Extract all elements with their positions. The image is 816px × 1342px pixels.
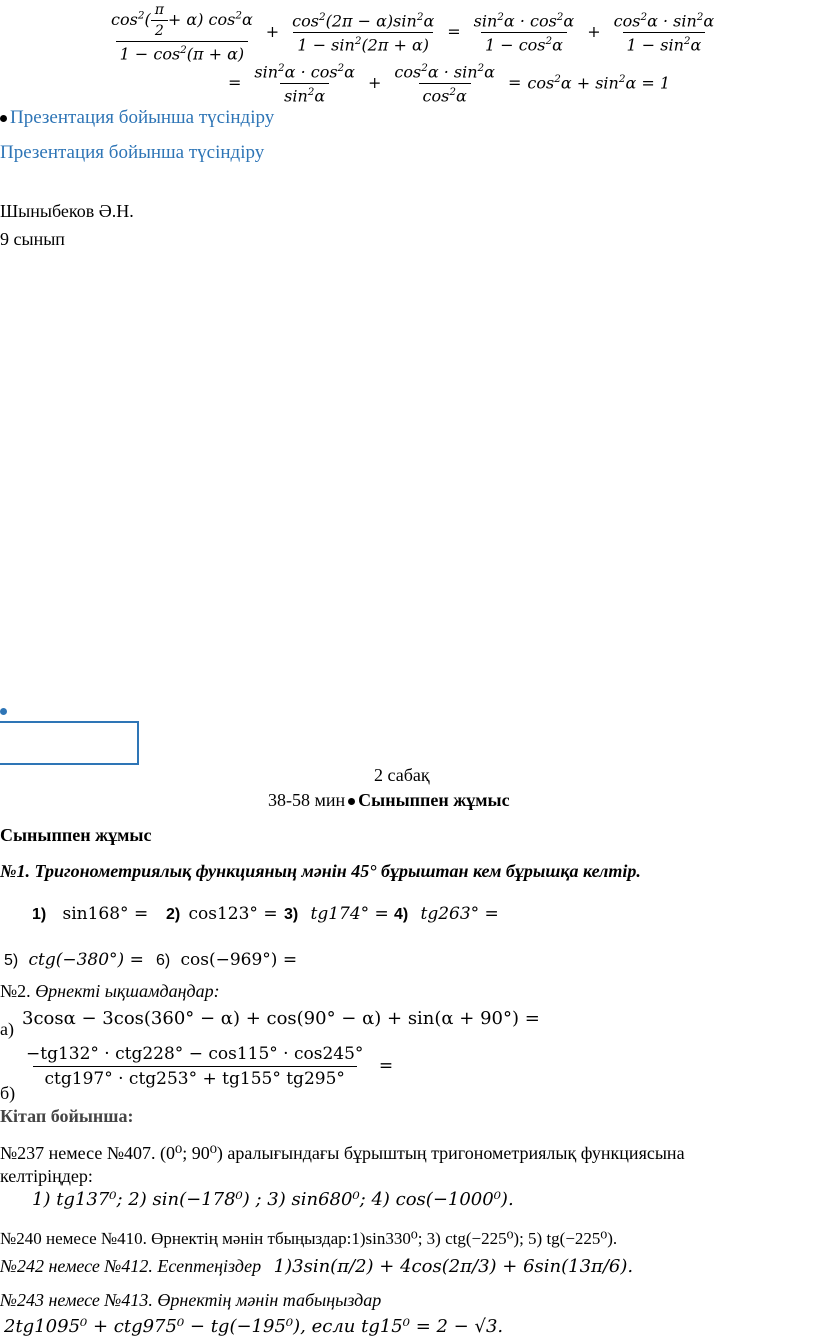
lesson-activity: Сыныппен жұмыс: [358, 790, 510, 810]
item-label: 4): [394, 906, 409, 923]
task2-b-label: б): [0, 1083, 16, 1103]
lesson-time: 38-58 мин: [268, 790, 346, 810]
task242-expr: 1)3sin(π/2) + 4cos(2π/3) + 6sin(13π/6).: [273, 1256, 634, 1277]
task2-b-denominator: ctg197° · ctg253° + tg155° tg295°: [33, 1066, 357, 1089]
task237-line2: келтіріңдер:: [0, 1166, 93, 1186]
task1-item-3: [284, 904, 389, 924]
author-grade: 9 сынып: [0, 229, 65, 249]
empty-bullet: [0, 702, 10, 720]
presentation-bullet[interactable]: [0, 107, 274, 129]
fraction-6: $\frac{\cos^2\alpha \cdot \sin^2\alpha}{\cos^2\alpha}$: [394, 62, 495, 106]
task237-line3: 1) tg137⁰; 2) sin(−178⁰) ; 3) sin680⁰; 4) cos(−1000⁰).: [32, 1189, 514, 1210]
item-label: 1): [32, 906, 47, 923]
item-label: 6): [156, 952, 171, 969]
task2-a-label: а): [0, 1019, 14, 1039]
task1-item-5: [4, 950, 144, 970]
bullet-icon: [0, 708, 7, 715]
book-heading: Кітап бойынша:: [0, 1106, 134, 1126]
item-expr: cos123° =: [188, 904, 278, 924]
item-expr: sin168° =: [62, 904, 149, 924]
task1-item-2: [166, 904, 278, 924]
fraction-2: $\frac{\cos^2(2\pi - \alpha)\sin^2\alpha}{1 - \sin^2(2\pi + \alpha)}$: [292, 10, 435, 55]
fraction-3: $\frac{\sin^2\alpha \cdot \cos^2\alpha}{1 - \cos^2\alpha}$: [473, 10, 575, 55]
bullet-icon: [348, 798, 355, 805]
task2-title-row: [0, 981, 220, 1002]
task1-item-6: [156, 950, 297, 970]
task1-item-1: [32, 904, 148, 924]
presentation-bullet-text[interactable]: Презентация бойынша түсіндіру: [10, 107, 275, 128]
class-work-heading: Сыныппен жұмыс: [0, 825, 152, 845]
item-label: 5): [4, 952, 19, 969]
item-expr: ctg(−380°) =: [28, 950, 144, 970]
lesson-time-row: [268, 790, 510, 811]
fraction-5: $\frac{\sin^2\alpha \cdot \cos^2\alpha}{\sin^2\alpha}$: [254, 62, 355, 106]
task2-number: №2.: [0, 981, 31, 1001]
author-name: Шыныбеков Ә.Н.: [0, 201, 134, 221]
task1-item-4: [394, 904, 499, 924]
item-expr: tg174° =: [310, 904, 389, 924]
task242-prefix: №242 немесе №412. Есептеңіздер: [0, 1256, 262, 1276]
item-expr: tg263° =: [420, 904, 499, 924]
fraction-4: $\frac{\cos^2\alpha \cdot \sin^2\alpha}{1 - \sin^2\alpha}$: [613, 10, 715, 55]
fraction-1: $\cos^2$( $\frac{\pi}{2}$ + α) $\cos^2\alpha$ $1 - \cos^2(\pi + \alpha)$: [111, 2, 253, 64]
lesson-number: 2 сабақ: [374, 765, 430, 785]
task2-a-expr: 3cosα − 3cos(360° − α) + cos(90° − α) + sin(α + 90°) =: [22, 1008, 540, 1029]
presentation-heading[interactable]: Презентация бойынша түсіндіру: [0, 142, 265, 163]
equation-line-2: = $\frac{\sin^2\alpha \cdot \cos^2\alpha}{\sin^2\alpha}$ + $\frac{\cos^2\alpha \cdot \sin^2\alpha}{\cos^2\alpha}$ = $\cos^2\alpha + \sin^2\alpha = 1$: [228, 62, 671, 106]
item-label: 3): [284, 906, 299, 923]
task242-row: [0, 1256, 633, 1277]
item-expr: cos(−969°) =: [180, 950, 298, 970]
task2-title: Өрнекті ықшамдаңдар:: [35, 981, 220, 1001]
bullet-icon: [0, 115, 7, 122]
task2-b-equals: =: [378, 1056, 394, 1076]
task243-title: №243 немесе №413. Өрнектің мәнін табыңыздар: [0, 1290, 382, 1310]
empty-text-box[interactable]: [0, 721, 139, 765]
task2-b-numerator: −tg132° · ctg228° − cos115° · cos245°: [26, 1044, 364, 1064]
task1-title: №1. Тригонометриялық функцияның мәнін 45° бұрыштан кем бұрышқа келтір.: [0, 861, 641, 881]
task240: №240 немесе №410. Өрнектің мәнін тбыңыздар:1)sin330⁰; 3) ctg(−225⁰); 5) tg(−225⁰).: [0, 1229, 618, 1248]
task2-b-fraction: [22, 1044, 399, 1089]
item-label: 2): [166, 906, 181, 923]
task237-line1: №237 немесе №407. (0⁰; 90⁰) аралығындағы бұрыштың тригонометриялық функциясына: [0, 1143, 685, 1163]
equation-line-1: $\cos^2$( $\frac{\pi}{2}$ + α) $\cos^2\alpha$ $1 - \cos^2(\pi + \alpha)$ + $\frac{\cos^2(2\pi - \alpha)\sin^2\alpha}{1 - \sin^2(2\pi + \alpha)}$ = $\frac{\sin^2\alpha \cdot \cos^2\alpha}{1 - \cos^2\alpha}$ + $\frac{\cos^2\alpha \cdot \sin^2\alpha}{1 - \sin^2\alpha}$: [104, 2, 721, 63]
task243-expr: 2tg1095⁰ + ctg975⁰ − tg(−195⁰), если tg15⁰ = 2 − √3.: [4, 1316, 504, 1337]
